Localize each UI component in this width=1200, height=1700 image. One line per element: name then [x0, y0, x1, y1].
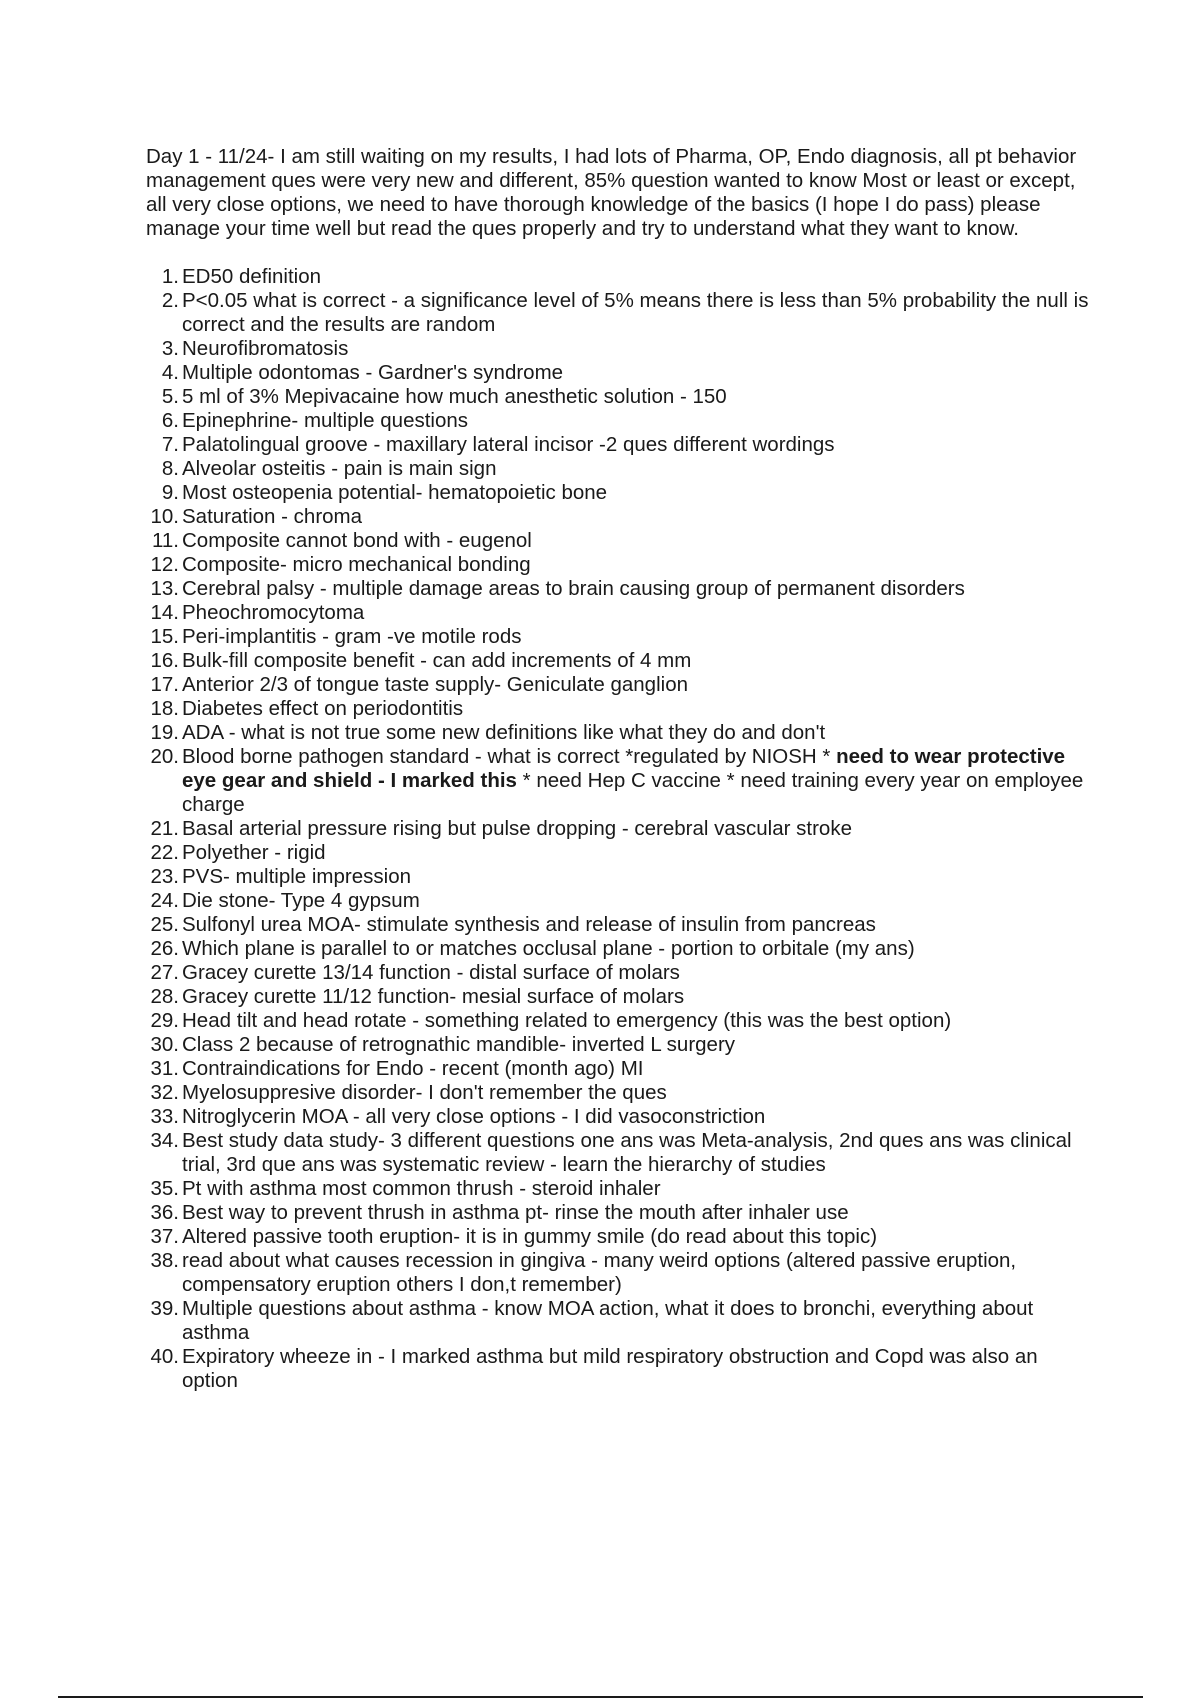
item-text: PVS- multiple impression [182, 865, 411, 888]
list-item [146, 601, 1091, 625]
bottom-divider [58, 1696, 1143, 1698]
item-number: 34. [150, 1129, 179, 1152]
item-number: 5. [161, 385, 179, 408]
list-item [146, 1201, 1091, 1225]
intro-paragraph: Day 1 - 11/24- I am still waiting on my results, I had lots of Pharma, OP, Endo diagnosis, all pt behavior management ques were very new and different, 85% question wanted to know Most or least or except, all very close options, we need to have thorough knowledge of the basics (I hope I do pass) please manage your time well but read the ques properly and try to understand what they want to know. [146, 145, 1077, 240]
item-text: ED50 definition [182, 265, 322, 288]
item-number: 38. [150, 1249, 179, 1272]
item-number: 8. [161, 457, 179, 480]
item-number: 9. [161, 481, 179, 504]
list-item [146, 337, 1091, 361]
item-number: 12. [150, 553, 179, 576]
item-text: Expiratory wheeze in - I marked asthma but mild respiratory obstruction and Copd was also an option [182, 1345, 1038, 1392]
list-item [146, 1033, 1091, 1057]
item-text: Diabetes effect on periodontitis [182, 697, 464, 720]
item-text: Contraindications for Endo - recent (month ago) MI [182, 1057, 644, 1080]
list-item [146, 961, 1091, 985]
item-text: Die stone- Type 4 gypsum [182, 889, 420, 912]
question-list [146, 265, 1091, 1393]
item-number: 6. [161, 409, 179, 432]
item-text: Epinephrine- multiple questions [182, 409, 469, 432]
list-item [146, 865, 1091, 889]
item-text: Myelosuppresive disorder- I don't remember the ques [182, 1081, 667, 1104]
list-item [146, 433, 1091, 457]
item-number: 35. [150, 1177, 179, 1200]
item-text: Class 2 because of retrognathic mandible- inverted L surgery [182, 1033, 736, 1056]
item-text: Composite cannot bond with - eugenol [182, 529, 532, 552]
item-text: P<0.05 what is correct - a significance level of 5% means there is less than 5% probability the null is correct and the results are random [182, 289, 1089, 336]
item-text: Nitroglycerin MOA - all very close options - I did vasoconstriction [182, 1105, 766, 1128]
item-number: 26. [150, 937, 179, 960]
item-text: Multiple odontomas - Gardner's syndrome [182, 361, 564, 384]
item-text-post: * need Hep C vaccine * need training every year on employee charge [182, 769, 1084, 816]
list-item [146, 745, 1091, 817]
item-number: 14. [150, 601, 179, 624]
item-text: Anterior 2/3 of tongue taste supply- Geniculate ganglion [182, 673, 688, 696]
item-number: 21. [150, 817, 179, 840]
list-item [146, 1129, 1091, 1177]
item-number: 39. [150, 1297, 179, 1320]
item-text-bold: need to wear protective eye gear and shield - I marked this [182, 745, 1066, 792]
item-text: Pt with asthma most common thrush - steroid inhaler [182, 1177, 661, 1200]
item-number: 30. [150, 1033, 179, 1056]
item-number: 4. [161, 361, 179, 384]
list-item [146, 1345, 1091, 1393]
list-item [146, 1081, 1091, 1105]
item-text: Pheochromocytoma [182, 601, 365, 624]
item-text: Neurofibromatosis [182, 337, 349, 360]
item-text: Gracey curette 13/14 function - distal surface of molars [182, 961, 680, 984]
item-text: Palatolingual groove - maxillary lateral incisor -2 ques different wordings [182, 433, 835, 456]
item-text: Bulk-fill composite benefit - can add increments of 4 mm [182, 649, 692, 672]
item-number: 13. [150, 577, 179, 600]
item-number: 31. [150, 1057, 179, 1080]
item-text: Head tilt and head rotate - something related to emergency (this was the best option) [182, 1009, 952, 1032]
list-item [146, 1177, 1091, 1201]
item-number: 7. [161, 433, 179, 456]
list-item [146, 361, 1091, 385]
item-number: 32. [150, 1081, 179, 1104]
list-item [146, 505, 1091, 529]
list-item [146, 625, 1091, 649]
item-number: 27. [150, 961, 179, 984]
list-item [146, 457, 1091, 481]
item-number: 2. [161, 289, 179, 312]
item-text: Most osteopenia potential- hematopoietic bone [182, 481, 608, 504]
item-number: 23. [150, 865, 179, 888]
item-number: 17. [150, 673, 179, 696]
item-number: 1. [161, 265, 179, 288]
item-text: Basal arterial pressure rising but pulse dropping - cerebral vascular stroke [182, 817, 852, 840]
item-text: Sulfonyl urea MOA- stimulate synthesis and release of insulin from pancreas [182, 913, 876, 936]
item-text: ADA - what is not true some new definitions like what they do and don't [182, 721, 826, 744]
item-number: 19. [150, 721, 179, 744]
list-item [146, 721, 1091, 745]
item-number: 36. [150, 1201, 179, 1224]
item-number: 18. [150, 697, 179, 720]
list-item [146, 913, 1091, 937]
item-number: 25. [150, 913, 179, 936]
item-text: Multiple questions about asthma - know MOA action, what it does to bronchi, everything about asthma [182, 1297, 1034, 1344]
item-number: 3. [161, 337, 179, 360]
item-text [182, 745, 1083, 816]
item-number: 29. [150, 1009, 179, 1032]
item-number: 15. [150, 625, 179, 648]
list-item [146, 841, 1091, 865]
list-item [146, 385, 1091, 409]
item-text: Cerebral palsy - multiple damage areas to brain causing group of permanent disorders [182, 577, 965, 600]
item-text: Best way to prevent thrush in asthma pt- rinse the mouth after inhaler use [182, 1201, 849, 1224]
item-text: Peri-implantitis - gram -ve motile rods [182, 625, 522, 648]
item-text: Alveolar osteitis - pain is main sign [182, 457, 497, 480]
item-text: Polyether - rigid [182, 841, 326, 864]
list-item [146, 1009, 1091, 1033]
item-number: 16. [150, 649, 179, 672]
item-text: Altered passive tooth eruption- it is in gummy smile (do read about this topic) [182, 1225, 878, 1248]
list-item [146, 553, 1091, 577]
list-item [146, 409, 1091, 433]
list-item [146, 937, 1091, 961]
list-item [146, 673, 1091, 697]
item-number: 24. [150, 889, 179, 912]
item-number: 22. [150, 841, 179, 864]
item-text: 5 ml of 3% Mepivacaine how much anesthetic solution - 150 [182, 385, 727, 408]
list-item [146, 649, 1091, 673]
list-item [146, 289, 1091, 337]
list-item [146, 1249, 1091, 1297]
list-item [146, 1057, 1091, 1081]
list-item [146, 697, 1091, 721]
item-text: read about what causes recession in gingiva - many weird options (altered passive eruption, compensatory eruption others I don,t remember) [182, 1249, 1017, 1296]
list-item [146, 1225, 1091, 1249]
list-item [146, 817, 1091, 841]
list-item [146, 265, 1091, 289]
item-text: Which plane is parallel to or matches occlusal plane - portion to orbitale (my ans) [182, 937, 915, 960]
item-number: 10. [150, 505, 179, 528]
item-text: Gracey curette 11/12 function- mesial surface of molars [182, 985, 685, 1008]
item-number: 33. [150, 1105, 179, 1128]
item-number: 37. [150, 1225, 179, 1248]
item-number: 28. [150, 985, 179, 1008]
item-text: Composite- micro mechanical bonding [182, 553, 531, 576]
item-text: Best study data study- 3 different questions one ans was Meta-analysis, 2nd ques ans was clinical trial, 3rd que ans was systematic review - learn the hierarchy of studies [182, 1129, 1072, 1176]
list-item [146, 577, 1091, 601]
list-item [146, 481, 1091, 505]
document-page [146, 145, 1091, 1393]
item-text: Saturation - chroma [182, 505, 363, 528]
list-item [146, 1297, 1091, 1345]
list-item [146, 889, 1091, 913]
list-item [146, 1105, 1091, 1129]
list-item [146, 529, 1091, 553]
item-number: 40. [150, 1345, 179, 1368]
list-item [146, 985, 1091, 1009]
item-number: 20. [150, 745, 179, 768]
item-number: 11. [152, 529, 179, 552]
item-text-pre: Blood borne pathogen standard - what is correct *regulated by NIOSH * [182, 745, 837, 768]
